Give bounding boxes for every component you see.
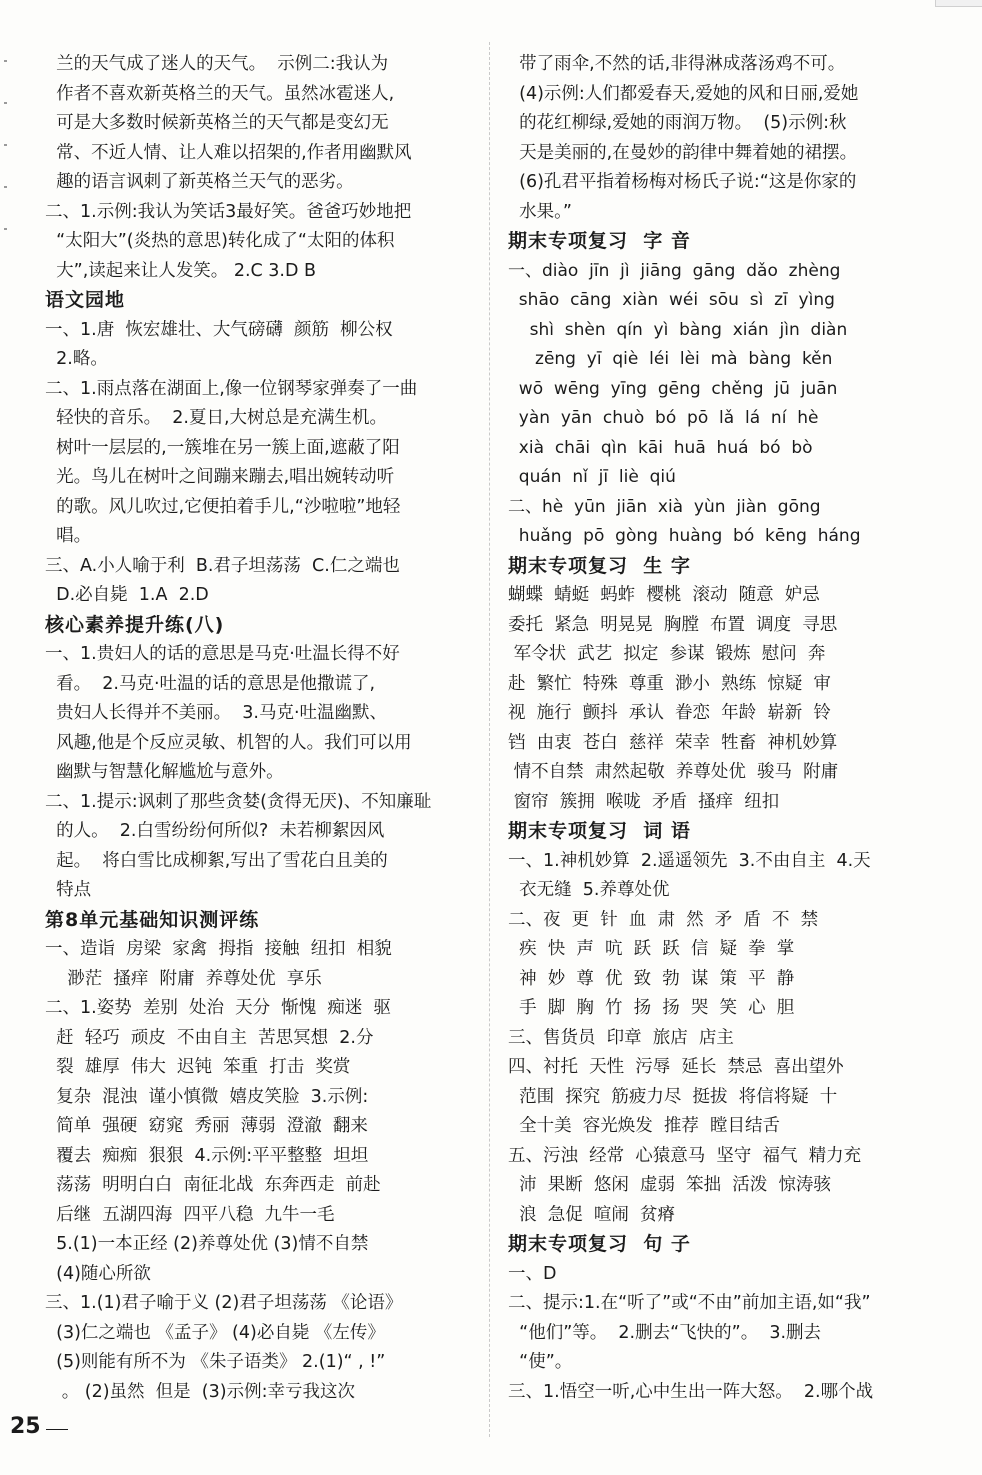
answer-line: 情不自禁 肃然起敬 养尊处优 骏马 附庸 bbox=[508, 762, 839, 782]
answer-line: 复杂 混浊 谨小慎微 嬉皮笑脸 3.示例: bbox=[45, 1086, 369, 1107]
answer-line: 军令状 武艺 拟定 参谋 锻炼 慰问 奔 bbox=[508, 644, 826, 664]
answer-line: 手 脚 胸 竹 扬 扬 哭 笑 心 胆 bbox=[508, 998, 795, 1018]
answer-line: 范围 探究 筋疲力尽 挺拔 将信将疑 十 bbox=[508, 1086, 838, 1107]
answer-line: 简单 强硬 窈窕 秀丽 薄弱 澄澈 翻来 bbox=[45, 1116, 368, 1136]
section-heading: 期末专项复习 字 音 bbox=[508, 230, 691, 252]
answer-line: 视 施行 颤抖 承认 眷恋 年龄 崭新 铃 bbox=[508, 703, 831, 723]
answer-line: 可是大多数时候新英格兰的天气都是变幻无 bbox=[45, 113, 389, 133]
column-divider bbox=[489, 42, 490, 1437]
answer-line: 树叶一层层的,一簇堆在另一簇上面,遮蔽了阳 bbox=[45, 437, 400, 458]
answer-line: 三、1.悟空一听,心中生出一阵大怒。 2.哪个战 bbox=[508, 1381, 874, 1402]
section-heading: 期末专项复习 词 语 bbox=[508, 820, 691, 842]
answer-line: 窗帘 簇拥 喉咙 矛盾 搔痒 纽扣 bbox=[508, 791, 780, 812]
answer-line: 三、1.(1)君子喻于义 (2)君子坦荡荡 《论语》 bbox=[45, 1293, 403, 1313]
answer-line: 唱。 bbox=[45, 526, 92, 546]
answer-line: 四、衬托 天性 污辱 延长 禁忌 喜出望外 bbox=[508, 1057, 844, 1077]
answer-line: 的人。 2.白雪纷纷何所似? 未若柳絮因风 bbox=[45, 821, 385, 841]
answer-line: 一、造诣 房梁 家禽 拇指 接触 纽扣 相貌 bbox=[45, 939, 392, 959]
answer-line: 大”,读起来让人发笑。 2.C 3.D B bbox=[45, 260, 317, 281]
answer-line: 委托 紧急 明晃晃 胸膛 布置 调度 寻思 bbox=[508, 614, 838, 635]
answer-line: 二、夜 更 针 血 肃 然 矛 盾 不 禁 bbox=[508, 909, 819, 930]
answer-line: 后继 五湖四海 四平八稳 九牛一毛 bbox=[45, 1204, 335, 1225]
answer-line: “他们”等。 2.删去“飞快的”。 3.删去 bbox=[508, 1322, 822, 1343]
answer-line: 。 (2)虽然 但是 (3)示例:幸亏我这次 bbox=[45, 1381, 355, 1402]
answer-line: 衣无缝 5.养尊处优 bbox=[508, 880, 670, 900]
answer-line: 渺茫 搔痒 附庸 养尊处优 享乐 bbox=[45, 968, 322, 989]
answer-line: 起。 将白雪比成柳絮,写出了雪花白且美的 bbox=[45, 850, 388, 871]
answer-line: D.必自毙 1.A 2.D bbox=[45, 585, 209, 605]
section-heading: 核心素养提升练(八) bbox=[45, 613, 225, 636]
pinyin-line: 一、diào jīn jì jiāng gāng dǎo zhèng bbox=[508, 260, 841, 281]
answer-line: 二、1.示例:我认为笑话3最好笑。爸爸巧妙地把 bbox=[45, 201, 412, 222]
page-number-rule bbox=[46, 1429, 68, 1430]
right-column bbox=[508, 50, 938, 1407]
section-heading: 期末专项复习 句 子 bbox=[508, 1233, 691, 1255]
answer-line: 二、1.姿势 差别 处治 天分 惭愧 痴迷 驱 bbox=[45, 998, 391, 1018]
answer-line: 一、1.神机妙算 2.遥遥领先 3.不由自主 4.天 bbox=[508, 850, 871, 871]
answer-line: 三、A.小人喻于利 B.君子坦荡荡 C.仁之端也 bbox=[45, 555, 400, 576]
answer-line: 幽默与智慧化解尴尬与意外。 bbox=[45, 762, 284, 782]
answer-line: (5)则能有所不为 《朱子语类》 2.(1)“ , !” bbox=[45, 1352, 386, 1372]
answer-line: (4)随心所欲 bbox=[45, 1263, 151, 1284]
answer-line: 全十美 容光焕发 推荐 瞠目结舌 bbox=[508, 1116, 781, 1136]
answer-line: 一、D bbox=[508, 1263, 557, 1284]
answer-line: 浪 急促 喧闹 贫瘠 bbox=[508, 1204, 676, 1225]
binding-edge-marks bbox=[4, 60, 7, 310]
answer-line: 常、不近人情、让人难以招架的,作者用幽默风 bbox=[45, 142, 412, 163]
answer-line: 看。 2.马克·吐温的话的意思是他撒谎了, bbox=[45, 673, 376, 694]
answer-line: 5.(1)一本正经 (2)养尊处优 (3)情不自禁 bbox=[45, 1234, 369, 1254]
answer-line: 疾 快 声 吭 跃 跃 信 疑 拳 掌 bbox=[508, 939, 795, 959]
answer-line: 贵妇人长得并不美丽。 3.马克·吐温幽默、 bbox=[45, 703, 388, 723]
answer-line: 的花红柳绿,爱她的雨润万物。 (5)示例:秋 bbox=[508, 113, 847, 133]
answer-line: 裂 雄厚 伟大 迟钝 笨重 打击 奖赏 bbox=[45, 1057, 351, 1077]
answer-line: 轻快的音乐。 2.夏日,大树总是充满生机。 bbox=[45, 408, 388, 428]
answer-line: (4)示例:人们都爱春天,爱她的风和日丽,爱她 bbox=[508, 83, 859, 104]
page-corner-tab bbox=[935, 0, 982, 7]
answer-line: 天是美丽的,在曼妙的韵律中舞着她的裙摆。 bbox=[508, 142, 858, 163]
answer-line: 作者不喜欢新英格兰的天气。虽然冰雹迷人, bbox=[45, 83, 395, 104]
answer-line: 蝴蝶 蜻蜓 蚂蚱 樱桃 滚动 随意 妒忌 bbox=[508, 585, 820, 605]
answer-line: 五、污浊 经常 心猿意马 坚守 福气 精力充 bbox=[508, 1145, 862, 1166]
answer-line: 铛 由衷 苍白 慈祥 荣幸 牲畜 神机妙算 bbox=[508, 732, 838, 753]
section-heading: 第8单元基础知识测评练 bbox=[45, 908, 260, 931]
answer-line: 赴 繁忙 特殊 尊重 渺小 熟练 惊疑 审 bbox=[508, 673, 831, 694]
answer-line: (3)仁之端也 《孟子》 (4)必自毙 《左传》 bbox=[45, 1322, 385, 1343]
answer-line: 光。鸟儿在树叶之间蹦来蹦去,唱出婉转动听 bbox=[45, 467, 395, 487]
answer-line: 荡荡 明明白白 南征北战 东奔西走 前赴 bbox=[45, 1175, 381, 1195]
section-heading: 期末专项复习 生 字 bbox=[508, 554, 691, 577]
pinyin-line: wō wēng yīng gēng chěng jū juān bbox=[508, 378, 838, 399]
pinyin-line: yàn yān chuò bó pō lǎ lá ní hè bbox=[508, 408, 819, 428]
pinyin-line: 二、hè yūn jiān xià yùn jiàn gōng bbox=[508, 496, 821, 517]
left-column bbox=[45, 50, 470, 1407]
answer-line: “太阳大”(炎热的意思)转化成了“太阳的体积 bbox=[45, 231, 395, 251]
section-heading: 语文园地 bbox=[45, 289, 126, 311]
answer-line: 2.略。 bbox=[45, 349, 108, 369]
answer-line: 趣的语言讽刺了新英格兰天气的恶劣。 bbox=[45, 172, 354, 192]
answer-line: 二、1.雨点落在湖面上,像一位钢琴家弹奏了一曲 bbox=[45, 378, 418, 399]
answer-line: 一、1.唐 恢宏雄壮、大气磅礴 颜筋 柳公权 bbox=[45, 319, 393, 340]
answer-line: 特点 bbox=[45, 880, 92, 900]
page-number: 25 bbox=[10, 1414, 41, 1439]
answer-line: 带了雨伞,不然的话,非得淋成落汤鸡不可。 bbox=[508, 54, 846, 74]
answer-line: “使”。 bbox=[508, 1352, 573, 1372]
pinyin-line: huǎng pō gòng huàng bó kēng háng bbox=[508, 526, 861, 546]
answer-line: 风趣,他是个反应灵敏、机智的人。我们可以用 bbox=[45, 732, 412, 753]
pinyin-line: zēng yī qiè léi lèi mà bàng kěn bbox=[508, 349, 833, 369]
pinyin-line: shāo cāng xiàn wéi sōu sì zī yìng bbox=[508, 290, 835, 310]
answer-line: 沛 果断 悠闲 虚弱 笨拙 活泼 惊涛骇 bbox=[508, 1175, 831, 1195]
answer-line: 赶 轻巧 顽皮 不由自主 苦思冥想 2.分 bbox=[45, 1027, 374, 1048]
pinyin-line: xià chāi qìn kāi huā huá bó bò bbox=[508, 437, 813, 458]
answer-line: 二、提示:1.在“听了”或“不由”前加主语,如“我” bbox=[508, 1293, 871, 1313]
answer-line: 神 妙 尊 优 致 勃 谋 策 平 静 bbox=[508, 968, 795, 989]
answer-line: (6)孔君平指着杨梅对杨氏子说:“这是你家的 bbox=[508, 172, 857, 192]
pinyin-line: quán nǐ jī liè qiú bbox=[508, 467, 676, 487]
answer-line: 水果。” bbox=[508, 201, 572, 222]
answer-line: 一、1.贵妇人的话的意思是马克·吐温长得不好 bbox=[45, 644, 400, 664]
answer-line: 二、1.提示:讽刺了那些贪婪(贪得无厌)、不知廉耻 bbox=[45, 791, 432, 812]
answer-line: 兰的天气成了迷人的天气。 示例二:我认为 bbox=[45, 54, 389, 74]
answer-line: 覆去 痴痴 狠狠 4.示例:平平整整 坦坦 bbox=[45, 1145, 369, 1166]
answer-line: 三、售货员 印章 旅店 店主 bbox=[508, 1027, 734, 1048]
pinyin-line: shì shèn qín yì bàng xián jìn diàn bbox=[508, 319, 848, 340]
answer-line: 的歌。风儿吹过,它便拍着手儿,“沙啦啦”地轻 bbox=[45, 496, 401, 517]
